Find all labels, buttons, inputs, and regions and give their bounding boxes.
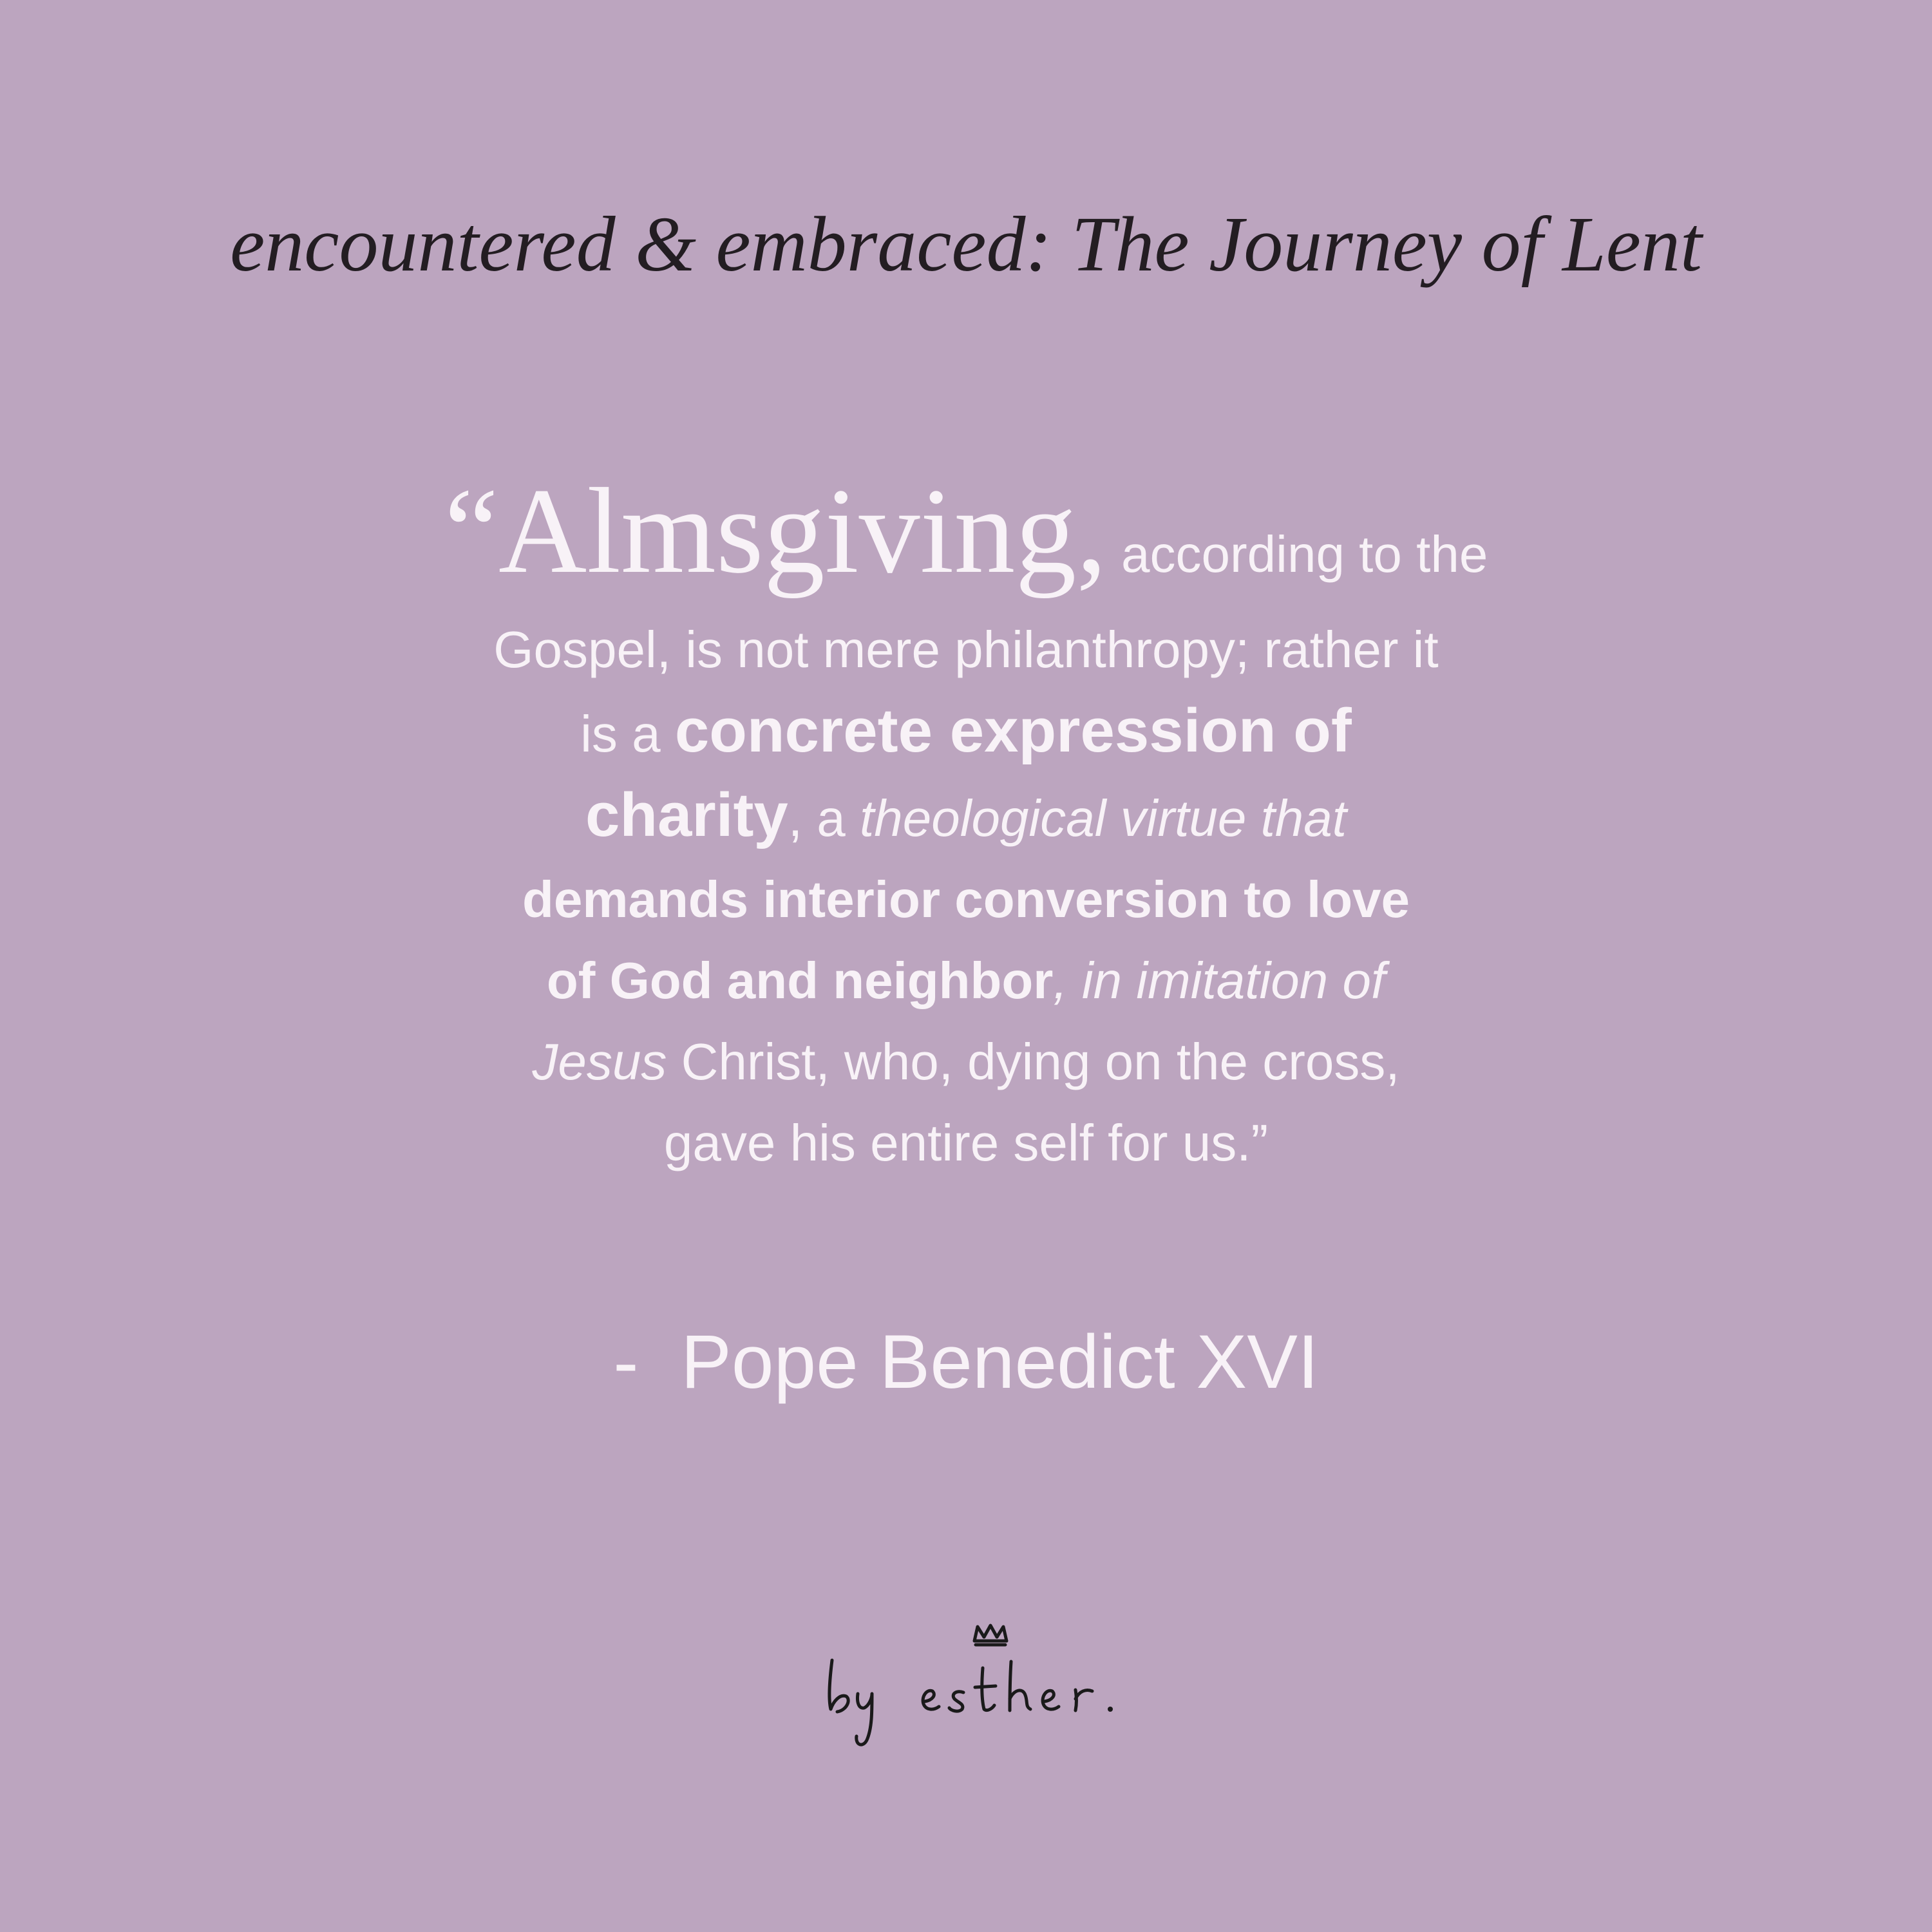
quote-line-5	[361, 859, 1571, 940]
quote-lead-word: “Almsgiving,	[444, 464, 1107, 599]
quote-block	[361, 464, 1571, 1184]
crown-icon	[974, 1625, 1007, 1645]
quote-italic: , in imitation of	[1053, 952, 1386, 1009]
quote-text: Christ, who, dying on the cross,	[667, 1033, 1400, 1090]
quote-emphasis: of God and neighbor	[546, 952, 1054, 1009]
quote-italic: Jesus	[532, 1033, 667, 1090]
quote-emphasis: demands interior conversion to love	[522, 871, 1410, 928]
quote-text: according to the	[1106, 526, 1488, 583]
quote-line-6	[361, 940, 1571, 1021]
quote-text: , a	[788, 790, 860, 847]
signature-logo	[818, 1623, 1153, 1752]
quote-text: is a	[580, 705, 675, 762]
quote-line-8	[361, 1103, 1571, 1184]
quote-line-7	[361, 1021, 1571, 1103]
quote-emphasis: charity	[585, 781, 788, 849]
quote-emphasis: concrete expression of	[674, 696, 1352, 765]
quote-line-1	[361, 464, 1571, 609]
quote-line-3	[361, 690, 1571, 775]
quote-italic: theological virtue that	[859, 790, 1347, 847]
quote-text: Gospel, is not mere philanthropy; rather it	[493, 621, 1439, 678]
quote-text: gave his entire self for us.”	[663, 1114, 1269, 1171]
quote-attribution: - Pope Benedict XVI	[613, 1320, 1319, 1405]
quote-line-2	[361, 609, 1571, 690]
quote-line-4	[361, 775, 1571, 859]
page-title: encountered & embraced: The Journey of Lent	[230, 201, 1702, 288]
